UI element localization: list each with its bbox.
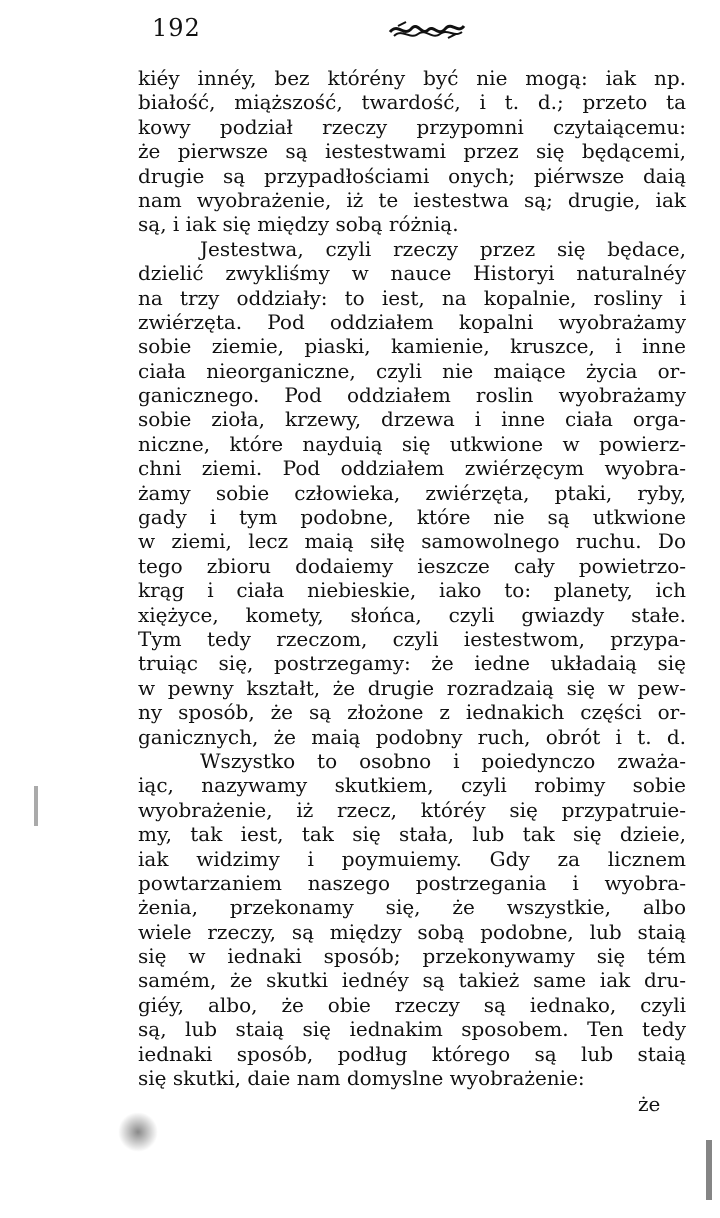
text-line: powtarzaniem naszego postrzegania i wyobra- bbox=[138, 870, 686, 895]
text-line: giéy, albo, że obie rzeczy są iednako, czyli bbox=[138, 992, 686, 1017]
text-line: niczne, które nayduią się utkwione w powierz- bbox=[138, 431, 686, 456]
text-line: iednaki sposób, podług którego są lub staią bbox=[138, 1041, 686, 1066]
text-line: krąg i ciała niebieskie, iako to: planety, ich bbox=[138, 578, 686, 603]
text-line: Jestestwa, czyli rzeczy przez się będace, bbox=[200, 236, 686, 261]
text-line: ny sposób, że są złożone z iednakich części or- bbox=[138, 700, 686, 725]
text-line: sobie zioła, krzewy, drzewa i inne ciała orga- bbox=[138, 407, 686, 432]
text-line: tego zbioru dodaiemy ieszcze cały powietrzo- bbox=[138, 553, 686, 578]
text-line: się skutki, daie nam domyslne wyobrażenie: bbox=[138, 1066, 585, 1091]
text-line: są, lub staią się iednakim sposobem. Ten tedy bbox=[138, 1017, 686, 1042]
edge-mark bbox=[706, 1140, 712, 1200]
text-line: białość, miąższość, twardość, i t. d.; przeto ta bbox=[138, 90, 686, 115]
text-line: kiéy innéy, bez którény być nie mogą: iak np. bbox=[138, 66, 686, 90]
catchword: że bbox=[638, 1092, 661, 1116]
text-line: iak widzimy i poymuiemy. Gdy za licznem bbox=[138, 846, 686, 871]
text-line: truiąc się, postrzegamy: że iedne układaią się bbox=[138, 651, 686, 676]
text-line: ciała nieorganiczne, czyli nie maiące życia or- bbox=[138, 358, 686, 383]
body-text bbox=[138, 66, 686, 1090]
margin-mark bbox=[34, 786, 38, 826]
text-line: kowy podział rzeczy przypomni czytaiącemu: bbox=[138, 114, 686, 139]
text-line: Tym tedy rzeczom, czyli iestestwom, przypa- bbox=[138, 626, 686, 651]
text-line: ganicznych, że maią podobny ruch, obrót i t. d. bbox=[138, 724, 686, 749]
text-line: zwiérzęta. Pod oddziałem kopalni wyobrażamy bbox=[138, 309, 686, 334]
text-line: w pewny kształt, że drugie rozradzaią się w pew- bbox=[138, 675, 686, 700]
text-line: xiężyce, komety, słońca, czyli gwiazdy stałe. bbox=[138, 602, 686, 627]
text-line: chni ziemi. Pod oddziałem zwiérzęcym wyobra- bbox=[138, 456, 686, 481]
text-line: żamy sobie człowieka, zwiérzęta, ptaki, ryby, bbox=[138, 480, 686, 505]
text-line: że pierwsze są iestestwami przez się będącemi, bbox=[138, 139, 686, 164]
text-line: iąc, nazywamy skutkiem, czyli robimy sobie bbox=[138, 773, 686, 798]
text-line: wyobrażenie, iż rzecz, któréy się przypatruie- bbox=[138, 797, 686, 822]
text-line: Wszystko to osobno i poiedynczo zważa- bbox=[200, 748, 686, 773]
text-line: żenia, przekonamy się, że wszystkie, albo bbox=[138, 895, 686, 920]
ink-smudge bbox=[118, 1112, 158, 1152]
text-line: samém, że skutki iednéy są takież same iak dru- bbox=[138, 968, 686, 993]
text-line: dzielić zwykliśmy w nauce Historyi naturalnéy bbox=[138, 261, 686, 286]
text-line: się w iednaki sposób; przekonywamy się tém bbox=[138, 944, 686, 969]
text-line: ganicznego. Pod oddziałem roslin wyobrażamy bbox=[138, 383, 686, 408]
text-line: nam wyobrażenie, iż te iestestwa są; drugie, iak bbox=[138, 187, 686, 212]
text-line: my, tak iest, tak się stała, lub tak się dzieie, bbox=[138, 822, 686, 847]
ornament-flourish-icon bbox=[388, 18, 466, 42]
text-line: wiele rzeczy, są między sobą podobne, lub staią bbox=[138, 919, 686, 944]
text-line: gady i tym podobne, które nie są utkwione bbox=[138, 505, 686, 530]
text-line: są, i iak się między sobą różnią. bbox=[138, 212, 459, 237]
text-line: drugie są przypadłościami onych; piérwsze daią bbox=[138, 163, 686, 188]
text-line: na trzy oddziały: to iest, na kopalnie, rosliny i bbox=[138, 285, 686, 310]
text-line: sobie ziemie, piaski, kamienie, kruszce, i inne bbox=[138, 334, 686, 359]
page-number: 192 bbox=[152, 14, 201, 42]
text-line: w ziemi, lecz maią siłę samowolnego ruchu. Do bbox=[138, 529, 686, 554]
